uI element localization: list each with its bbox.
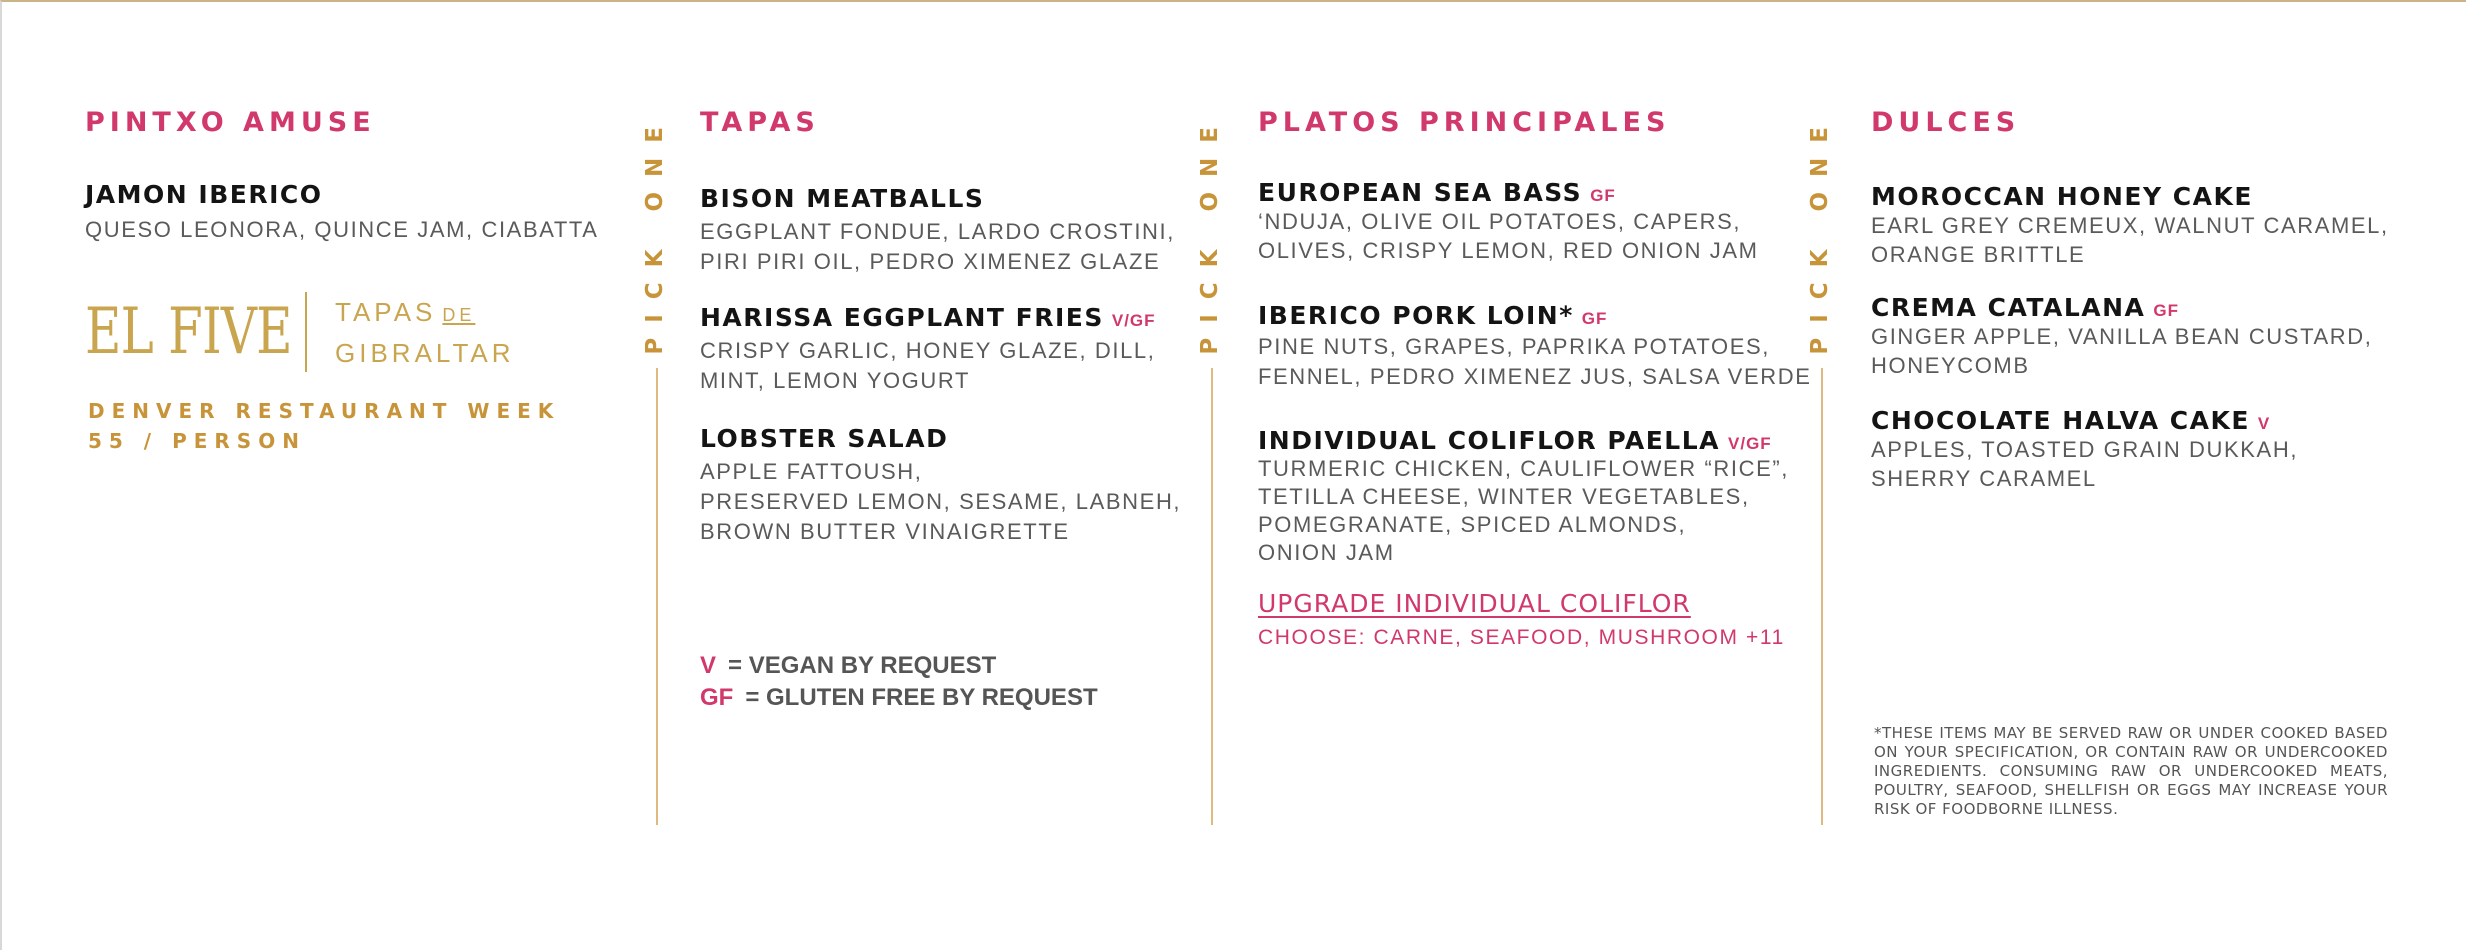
menu-item <box>1871 293 2431 380</box>
logo-gibraltar: GIBRALTAR <box>335 337 515 368</box>
item-description: PINE NUTS, GRAPES, PAPRIKA POTATOES, FENNEL, PEDRO XIMENEZ JUS, SALSA VERDE <box>1258 334 1812 389</box>
menu-item <box>1258 178 1818 265</box>
item-name: IBERICO PORK LOIN* GF <box>1258 301 1608 330</box>
pick-one-divider <box>1807 112 1837 355</box>
item-name: LOBSTER SALAD <box>700 424 949 453</box>
raw-food-disclaimer: *THESE ITEMS MAY BE SERVED RAW OR UNDER COOKED BASED ON YOUR SPECIFICATION, OR CONTAIN RAW OR UNDERCOOKED INGREDIENTS. CONSUMING RAW OR UNDERCOOKED MEATS, POULTRY, SEAFOOD, SHELLFISH OR EGGS MAY INCREASE YOUR RISK OF FOODBORNE ILLNESS. <box>1874 724 2388 818</box>
event-name: DENVER RESTAURANT WEEK <box>88 399 561 423</box>
menu-item <box>1871 406 2431 493</box>
item-description: ‘NDUJA, OLIVE OIL POTATOES, CAPERS, OLIVES, CRISPY LEMON, RED ONION JAM <box>1258 209 1759 263</box>
dietary-tag: GF <box>1590 186 1616 205</box>
menu-item <box>1258 301 1818 392</box>
item-name: CREMA CATALANA GF <box>1871 293 2179 322</box>
item-description: TURMERIC CHICKEN, CAULIFLOWER “RICE”, TETILLA CHEESE, WINTER VEGETABLES, POMEGRANATE, SPICED ALMONDS, ONION JAM <box>1258 456 1789 565</box>
menu-item <box>85 180 605 245</box>
item-description: EARL GREY CREMEUX, WALNUT CARAMEL, ORANGE BRITTLE <box>1871 213 2389 267</box>
menu-item <box>700 424 1220 547</box>
legend-row: GF = GLUTEN FREE BY REQUEST <box>700 684 1098 711</box>
item-description: QUESO LEONORA, QUINCE JAM, CIABATTA <box>85 217 599 242</box>
pick-one-divider <box>642 112 672 355</box>
legend-row: V = VEGAN BY REQUEST <box>700 652 997 679</box>
event-info <box>88 396 560 456</box>
item-description: GINGER APPLE, VANILLA BEAN CUSTARD, HONEYCOMB <box>1871 324 2373 378</box>
item-description: APPLE FATTOUSH, PRESERVED LEMON, SESAME, LABNEH, BROWN BUTTER VINAIGRETTE <box>700 459 1182 544</box>
pick-one-label: PICK ONE <box>642 112 668 355</box>
item-name: EUROPEAN SEA BASS GF <box>1258 178 1616 207</box>
event-price: 55 / PERSON <box>88 429 306 453</box>
item-name: MOROCCAN HONEY CAKE <box>1871 182 2253 211</box>
el-five-logo <box>85 292 515 372</box>
section-heading: DULCES <box>1871 107 2021 138</box>
divider-line <box>1211 368 1213 825</box>
divider-line <box>656 368 658 825</box>
dietary-tag: GF <box>1581 309 1608 328</box>
menu-item <box>1871 182 2431 269</box>
section-heading: PINTXO AMUSE <box>85 107 376 138</box>
item-name: CHOCOLATE HALVA CAKE V <box>1871 406 2271 435</box>
item-name: BISON MEATBALLS <box>700 184 985 213</box>
section-heading: PLATOS PRINCIPALES <box>1258 107 1671 138</box>
dietary-tag: GF <box>2153 301 2179 320</box>
item-name: JAMON IBERICO <box>85 180 323 209</box>
section-heading: TAPAS <box>700 107 820 138</box>
item-description: CRISPY GARLIC, HONEY GLAZE, DILL, MINT, LEMON YOGURT <box>700 338 1156 393</box>
dietary-tag: V <box>2257 414 2271 433</box>
logo-wordmark: EL FIVE <box>85 295 292 369</box>
menu-item <box>700 184 1220 277</box>
logo-subtitle <box>335 293 515 372</box>
column-platos-principales <box>1258 107 1818 650</box>
pick-one-divider <box>1197 112 1227 355</box>
logo-de: DE <box>442 304 476 325</box>
dietary-legend <box>700 650 1098 714</box>
item-description: EGGPLANT FONDUE, LARDO CROSTINI, PIRI PIRI OIL, PEDRO XIMENEZ GLAZE <box>700 219 1175 274</box>
item-description: APPLES, TOASTED GRAIN DUKKAH, SHERRY CARAMEL <box>1871 437 2299 491</box>
pick-one-label: PICK ONE <box>1197 112 1223 355</box>
dietary-tag: V/GF <box>1111 311 1156 330</box>
menu-item <box>1258 426 1818 567</box>
upgrade-description: CHOOSE: CARNE, SEAFOOD, MUSHROOM +11 <box>1258 626 1785 649</box>
upgrade-title: UPGRADE INDIVIDUAL COLIFLOR <box>1258 589 1691 618</box>
column-dulces <box>1871 107 2431 493</box>
item-name: HARISSA EGGPLANT FRIES V/GF <box>700 303 1156 332</box>
dietary-tag: V/GF <box>1728 434 1772 453</box>
logo-divider <box>305 292 307 372</box>
column-pintxo-amuse <box>85 107 605 245</box>
column-tapas <box>700 107 1220 547</box>
logo-tapas: TAPAS <box>335 296 437 327</box>
pick-one-label: PICK ONE <box>1807 112 1833 355</box>
divider-line <box>1821 368 1823 825</box>
item-name: INDIVIDUAL COLIFLOR PAELLA V/GF <box>1258 426 1772 455</box>
upgrade-block <box>1258 589 1818 650</box>
menu-item <box>700 303 1220 396</box>
